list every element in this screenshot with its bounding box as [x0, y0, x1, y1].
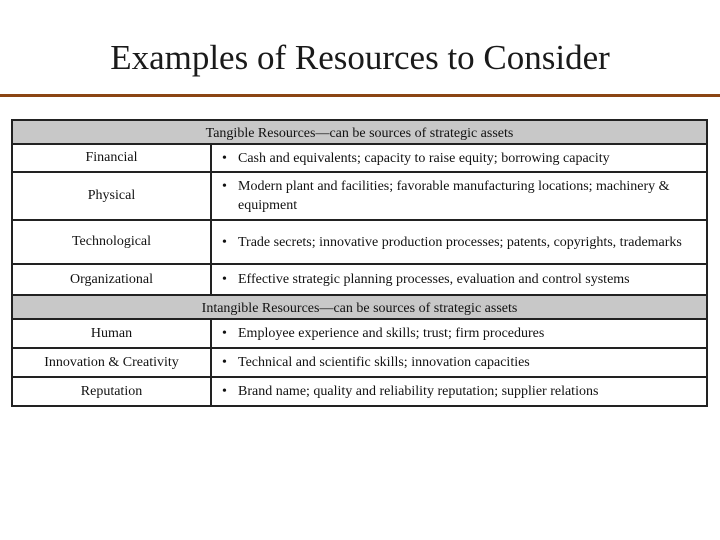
table-row [13, 378, 706, 407]
row-text: Employee experience and skills; trust; firm procedures [238, 326, 545, 341]
table-row [13, 320, 706, 349]
row-text: Technical and scientific skills; innovation capacities [238, 355, 530, 370]
bullet-icon: • [222, 150, 227, 166]
row-text: Trade secrets; innovative production processes; patents, copyrights, trademarks [238, 234, 682, 250]
table-row [13, 173, 706, 221]
row-text: Brand name; quality and reliability reputation; supplier relations [238, 384, 599, 399]
row-description [212, 221, 706, 263]
bullet-icon: • [222, 384, 227, 399]
tangible-header: Tangible Resources—can be sources of strategic assets [11, 119, 708, 145]
bullet-icon: • [222, 234, 227, 250]
table-row [13, 221, 706, 265]
slide-title: Examples of Resources to Consider [110, 38, 610, 77]
row-text: Effective strategic planning processes, evaluation and control systems [238, 272, 630, 287]
row-description [212, 320, 706, 347]
row-description [212, 378, 706, 405]
resources-table [11, 119, 708, 407]
bullet-icon: • [222, 326, 227, 341]
tangible-rows [11, 145, 708, 294]
row-label: Innovation & Creativity [13, 349, 212, 376]
title-divider [0, 94, 720, 97]
bullet-icon: • [222, 179, 227, 194]
row-description [212, 349, 706, 376]
bullet-icon: • [222, 272, 227, 287]
table-row [13, 145, 706, 173]
intangible-header: Intangible Resources—can be sources of strategic assets [11, 294, 708, 320]
row-label: Human [13, 320, 212, 347]
row-label: Organizational [13, 265, 212, 294]
row-text: Modern plant and facilities; favorable manufacturing locations; machinery & equipment [238, 179, 670, 213]
row-label: Reputation [13, 378, 212, 405]
row-description [212, 145, 706, 171]
row-label: Technological [13, 221, 212, 263]
table-row [13, 349, 706, 378]
table-row [13, 265, 706, 294]
intangible-rows [11, 320, 708, 407]
row-label: Financial [13, 145, 212, 171]
row-description [212, 265, 706, 294]
row-description [212, 173, 706, 219]
row-text: Cash and equivalents; capacity to raise equity; borrowing capacity [238, 150, 610, 166]
bullet-icon: • [222, 355, 227, 370]
row-label: Physical [13, 173, 212, 219]
